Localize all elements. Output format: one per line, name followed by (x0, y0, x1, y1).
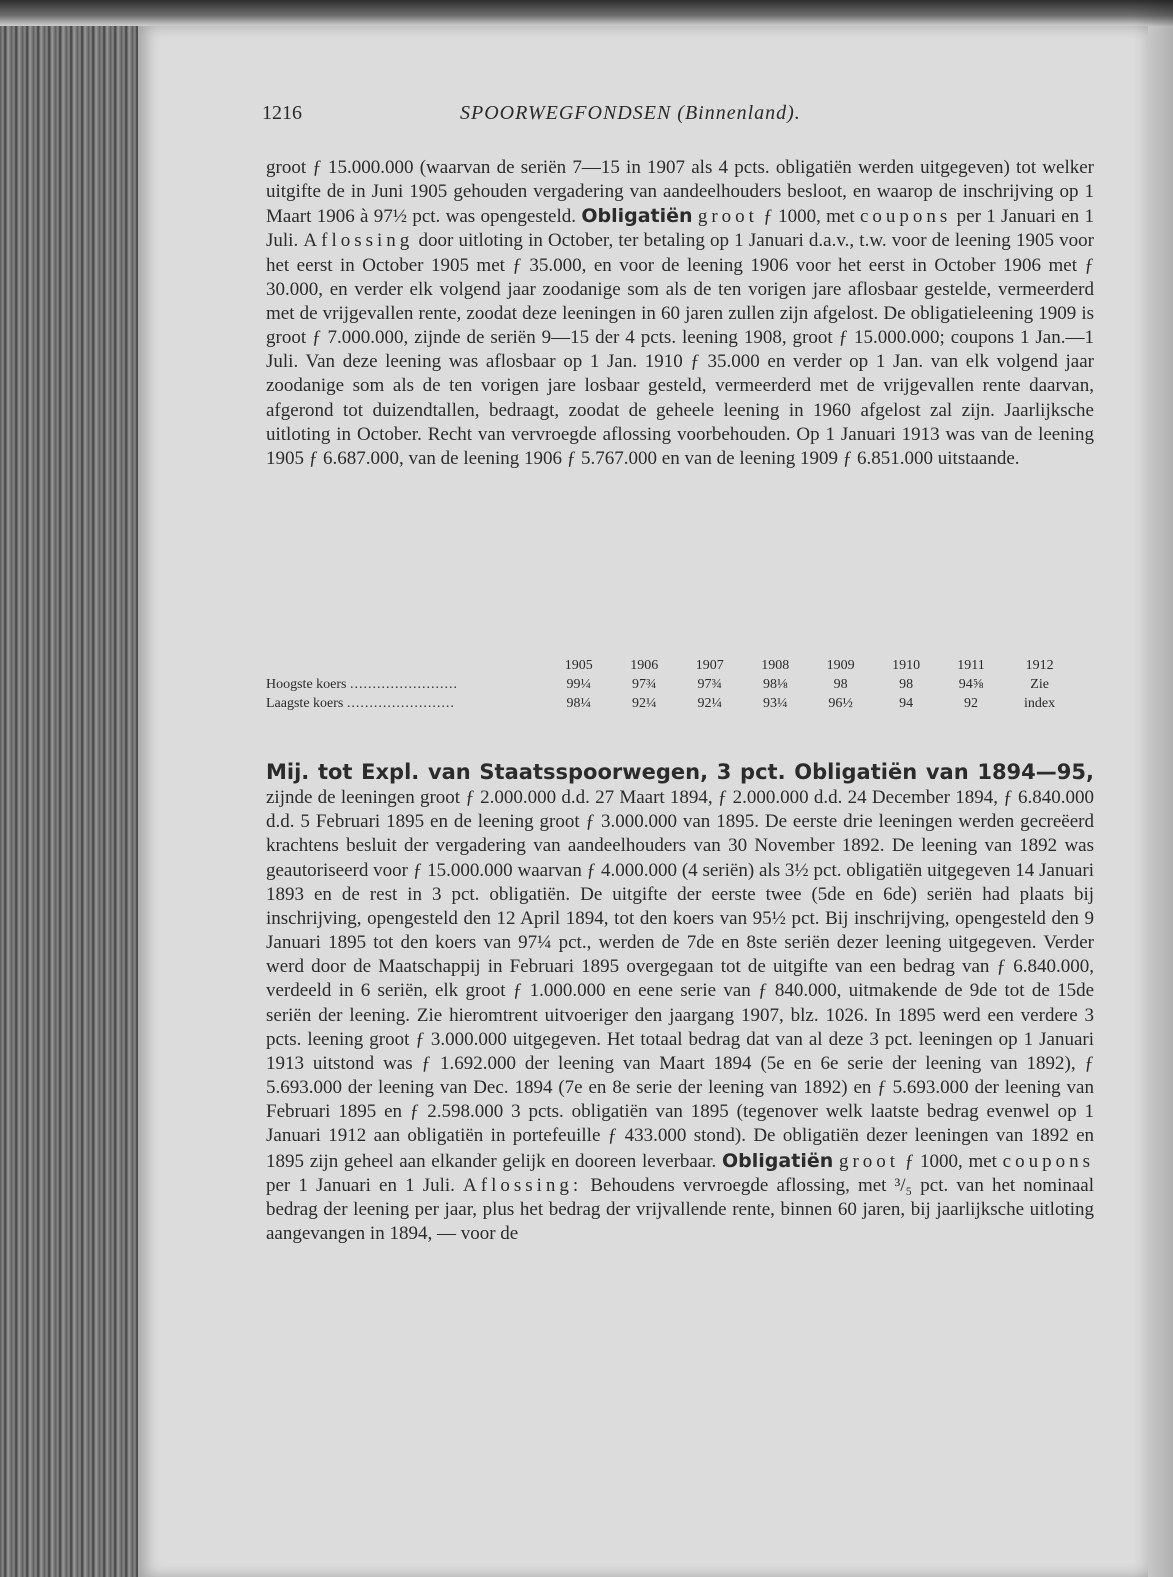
year-cell: 1906 (630, 657, 659, 673)
para1-spaced-coupons: coupons (860, 206, 952, 228)
koers-row-hoogste (266, 675, 1076, 694)
para2-spaced-aflossing: Aflossing: (463, 1174, 583, 1196)
leader-dots: ........................ (346, 695, 455, 711)
para2-bold-obligatien: Obligatiën (722, 1149, 834, 1172)
koers-corner-cell (266, 656, 546, 675)
year-cell: 1911 (957, 657, 985, 673)
year-cell: 1909 (826, 657, 855, 673)
year-cell: 1908 (761, 657, 790, 673)
paragraph-staatsspoorwegen-1894-95 (266, 760, 1094, 1246)
row-label (266, 694, 546, 713)
para1-spaced-groot: groot (697, 206, 758, 228)
year-cell: 1910 (892, 657, 921, 673)
para1-text-4: per 1 Januari en 1 Juli. (266, 206, 1094, 252)
para1-text-5: door uitloting in October, ter betaling op 1 Januari d.a.v., t.w. voor de leening 1905 voor het eerst in October 1905 met ƒ 35.000, en voor de leening 1906 voor het eerst in October 1906 met ƒ 30.000, en verder elk volgend jaar zoodanige som als de ten vorigen jare aflosbaar gestelde, vermeerderd met de vrijgevallen rente, zoodat deze leeningen in 60 jaren zullen zijn afgelost. De obligatieleening 1909 is groot ƒ 7.000.000, zijnde de seriën 9—15 der 4 pcts. leening 1908, groot ƒ 15.000.000; coupons 1 Jan.—1 Juli. Van deze leening was aflosbaar op 1 Jan. 1910 ƒ 35.000 en verder op 1 Jan. van elk volgend jaar zoodanige som als de ten vorigen jare losbaar gesteld, vermeerderd met de vrijgevallen rente daarvan, afgerond tot duizendtallen, bedraagt, zoodat de geheele leening in 1960 afgelost zal zijn. Jaarlijksche uitloting in October. Recht van vervroegde aflossing voorbehouden. Op 1 Januari 1913 was van de leening 1905 ƒ 6.687.000, van de leening 1906 ƒ 5.767.000 en van de leening 1909 ƒ 6.851.000 uitstaande. (266, 230, 1094, 469)
koers-cell: 97¾ (697, 676, 722, 692)
koers-cell: Zie (1030, 676, 1049, 692)
koers-cell: 92¼ (697, 695, 722, 711)
row-label-text: Laagste koers (266, 695, 344, 711)
para2-text-3: ƒ 1000, met (899, 1150, 1003, 1172)
para1-text-3: ƒ 1000, met (757, 206, 860, 228)
koers-cell: 98 (833, 676, 848, 692)
koers-cell: 98¼ (566, 695, 591, 711)
running-title: SPOORWEGFONDSEN (Binnenland). (460, 102, 801, 124)
row-label-text: Hoogste koers (266, 676, 347, 692)
koers-cell: 92¼ (631, 695, 657, 711)
koers-cell: 96½ (828, 695, 853, 711)
para1-bold-obligatien: Obligatiën (581, 205, 693, 228)
paragraph-obligaties-1905 (266, 156, 1094, 471)
koers-row-laagste (266, 694, 1076, 713)
year-cell: 1905 (564, 657, 593, 673)
koers-year-row (266, 656, 1076, 675)
para2-spaced-coupons: coupons (1002, 1150, 1094, 1172)
para1-spaced-aflossing: Aflossing (303, 230, 414, 252)
koers-cell: 98 (899, 676, 914, 692)
row-label (266, 675, 546, 694)
book-binding-edge (0, 0, 150, 1577)
koers-cell: 98⅛ (762, 676, 788, 692)
page-shadow (1133, 0, 1173, 1577)
koers-cell: 92 (964, 695, 979, 711)
koers-cell: 94⅝ (958, 676, 984, 692)
koers-table (266, 656, 1076, 713)
para2-text-5: Behoudens vervroegde aflossing, met ³/₅ pct. van het nominaal bedrag der leening per jaar, plus het bedrag der vrijvallende rente, binnen 60 jaren, bij jaarlijksche uitloting aangevangen in 1894, — voor de (266, 1174, 1094, 1244)
para2-text-1: zijnde de leeningen groot ƒ 2.000.000 d.d. 27 Maart 1894, ƒ 2.000.000 d.d. 24 December 1894, ƒ 6.840.000 d.d. 5 Februari 1895 en de leening groot ƒ 3.000.000 van 1895. De eerste drie leeningen werden gecreëerd krachtens besluit der vergadering van aandeelhouders van 30 November 1892. De leening van 1892 was geautoriseerd voor ƒ 15.000.000 waarvan ƒ 4.000.000 (4 seriën) als 3½ pct. obligatiën uitgegeven 14 Januari 1893 en de rest in 3 pct. obligatiën. De uitgifte der eerste twee (5de en 6de) seriën had plaats bij inschrijving, opengesteld den 12 April 1894, tot den koers van 95½ pct. Bij inschrijving, opengesteld den 9 Januari 1895 tot den koers van 97¼ pct., werden de 7de en 8ste seriën dezer leening uitgegeven. Verder werd door de Maatschappij in Februari 1895 overgegaan tot de uitgifte van een bedrag van ƒ 6.840.000, verdeeld in 6 seriën, elk groot ƒ 1.000.000 en eene serie van ƒ 840.000, uitmakende de 9de tot de 15de seriën der leening. Zie hieromtrent uitvoeriger den jaargang 1907, blz. 1026. In 1895 werd een verdere 3 pcts. leening groot ƒ 3.000.000 uitgegeven. Het totaal bedrag dat van al deze 3 pct. leeningen op 1 Januari 1913 uitstond was ƒ 1.692.000 der leening van Maart 1894 (5e en 6e serie der leening van 1892), ƒ 5.693.000 der leening van Dec. 1894 (7e en 8e serie der leening van 1892) en ƒ 5.693.000 der leening van Februari 1895 en ƒ 2.598.000 3 pcts. obligatiën van 1895 (tegenover welk laatste bedrag evenwel op 1 Januari 1912 aan obligatiën in portefeuille ƒ 433.000 stond). De obligatiën dezer leeningen van 1892 en 1895 zijn geheel aan elkander gelijk en dooreen leverbaar. (266, 787, 1094, 1172)
koers-cell: index (1024, 695, 1056, 711)
koers-cell: 97¾ (631, 676, 657, 692)
koers-cell: 99¼ (566, 676, 591, 692)
page-number: 1216 (262, 102, 302, 124)
page-header (262, 102, 1102, 132)
section-heading-staatsspoorwegen: Mij. tot Expl. van Staatsspoorwegen, 3 pct. Obligatiën van 1894—95, (266, 760, 1094, 784)
koers-cell: 93¼ (762, 695, 788, 711)
para1-text-1: groot ƒ 15.000.000 (waarvan de seriën 7—15 in 1907 als 4 pcts. obligatiën werden uitgegeven) tot welker uitgifte de in Juni 1905 gehouden vergadering van aandeelhouders besloot, en waarop de inschrijving op 1 Maart 1906 à 97½ pct. was opengesteld. (266, 157, 1094, 228)
koers-cell: 94 (899, 695, 914, 711)
year-cell: 1907 (695, 657, 724, 673)
leader-dots: ........................ (350, 676, 458, 692)
book-top-edge (0, 0, 1173, 26)
para2-text-4: per 1 Januari en 1 Juli. (266, 1174, 464, 1196)
para2-spaced-groot: groot (838, 1150, 900, 1172)
year-cell: 1912 (1025, 657, 1054, 673)
